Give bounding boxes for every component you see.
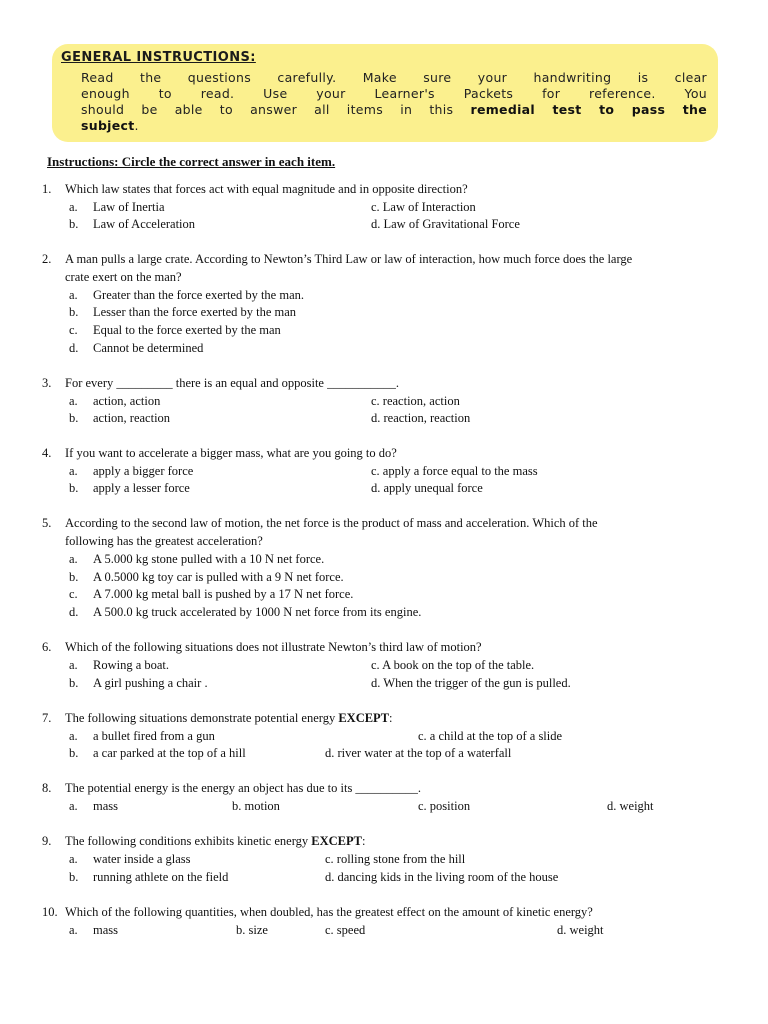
option-c: c. apply a force equal to the mass <box>371 464 538 478</box>
option-letter-b: b. <box>69 411 79 425</box>
option-a: a bullet fired from a gun <box>93 729 215 743</box>
question-text-continued: following has the greatest acceleration? <box>65 534 263 548</box>
remedial-test-emphasis: remedial test to pass the <box>470 102 707 117</box>
option-d: d. dancing kids in the living room of the house <box>325 870 559 884</box>
general-instructions-period: . <box>134 118 139 133</box>
option-letter-a: a. <box>69 464 78 478</box>
option-b: apply a lesser force <box>93 481 190 495</box>
option-c: c. position <box>418 799 471 813</box>
option-d: d. river water at the top of a waterfall <box>325 746 512 760</box>
option-c: c. Law of Interaction <box>371 200 476 214</box>
option-letter-a: a. <box>69 394 78 408</box>
question-text: According to the second law of motion, the net force is the product of mass and acceleration. Which of the <box>65 516 598 530</box>
question-text <box>65 834 365 848</box>
question-number: 3. <box>42 376 52 390</box>
option-letter-a: a. <box>69 552 78 566</box>
question-text <box>65 711 393 725</box>
option-b: A girl pushing a chair . <box>93 676 208 690</box>
option-d: Cannot be determined <box>93 341 204 355</box>
question-number: 2. <box>42 252 52 266</box>
option-letter-a: a. <box>69 729 78 743</box>
option-a: mass <box>93 923 118 937</box>
option-letter-a: a. <box>69 200 78 214</box>
option-a: action, action <box>93 394 161 408</box>
question-number: 7. <box>42 711 52 725</box>
question-number: 1. <box>42 182 52 196</box>
option-letter-a: a. <box>69 799 78 813</box>
question-number: 6. <box>42 640 52 654</box>
option-letter-b: b. <box>69 217 79 231</box>
option-c: Equal to the force exerted by the man <box>93 323 281 337</box>
option-c: c. A book on the top of the table. <box>371 658 535 672</box>
except-emphasis: EXCEPT <box>338 711 390 725</box>
question-text: The potential energy is the energy an object has due to its __________. <box>65 781 422 795</box>
question-colon: : <box>361 834 366 848</box>
general-instructions-title: GENERAL INSTRUCTIONS: <box>61 50 256 65</box>
question-text: Which law states that forces act with equal magnitude and in opposite direction? <box>65 182 468 196</box>
option-d: d. weight <box>557 923 604 937</box>
question-number: 10. <box>42 905 58 919</box>
option-a: A 5.000 kg stone pulled with a 10 N net force. <box>93 552 325 566</box>
question-colon: : <box>389 711 393 725</box>
option-letter-a: a. <box>69 852 78 866</box>
option-letter-b: b. <box>69 746 79 760</box>
option-letter-d: d. <box>69 341 79 355</box>
general-instructions-line-4 <box>81 118 707 135</box>
option-letter-b: b. <box>69 305 79 319</box>
option-b: action, reaction <box>93 411 171 425</box>
option-c: c. a child at the top of a slide <box>418 729 563 743</box>
general-instructions-line-3-text: should be able to answer all items in this <box>81 102 454 117</box>
option-letter-b: b. <box>69 481 79 495</box>
question-number: 4. <box>42 446 52 460</box>
option-letter-a: a. <box>69 288 78 302</box>
question-text: If you want to accelerate a bigger mass, what are you going to do? <box>65 446 397 460</box>
option-c: A 7.000 kg metal ball is pushed by a 17 N net force. <box>93 587 354 601</box>
question-text-continued: crate exert on the man? <box>65 270 182 284</box>
option-letter-b: b. <box>69 570 79 584</box>
question-number: 9. <box>42 834 52 848</box>
option-d: A 500.0 kg truck accelerated by 1000 N net force from its engine. <box>93 605 422 619</box>
option-a: Rowing a boat. <box>93 658 170 672</box>
option-b: b. motion <box>232 799 280 813</box>
question-number: 8. <box>42 781 52 795</box>
option-letter-b: b. <box>69 676 79 690</box>
option-a: apply a bigger force <box>93 464 194 478</box>
general-instructions-line-1: Read the questions carefully. Make sure your handwriting is clear <box>81 70 707 85</box>
question-text-main: The following conditions exhibits kinetic energy <box>65 834 309 848</box>
option-d: d. weight <box>607 799 654 813</box>
instructions-heading: Instructions: Circle the correct answer in each item. <box>47 154 336 169</box>
option-d: d. apply unequal force <box>371 481 483 495</box>
option-a: Law of Inertia <box>93 200 165 214</box>
option-d: d. reaction, reaction <box>371 411 471 425</box>
option-b: Lesser than the force exerted by the man <box>93 305 297 319</box>
question-text: Which of the following quantities, when doubled, has the greatest effect on the amount of kinetic energy? <box>65 905 593 919</box>
option-b: a car parked at the top of a hill <box>93 746 246 760</box>
option-c: c. reaction, action <box>371 394 460 408</box>
question-number: 5. <box>42 516 52 530</box>
option-b: Law of Acceleration <box>93 217 196 231</box>
question-text: For every _________ there is an equal and opposite ___________. <box>65 376 399 390</box>
except-emphasis: EXCEPT <box>311 834 362 848</box>
option-letter-b: b. <box>69 870 79 884</box>
option-c: c. rolling stone from the hill <box>325 852 466 866</box>
general-instructions-line-3 <box>81 102 707 119</box>
subject-emphasis: subject <box>81 118 135 133</box>
option-letter-c: c. <box>69 323 78 337</box>
option-a: Greater than the force exerted by the man. <box>93 288 305 302</box>
option-d: d. When the trigger of the gun is pulled. <box>371 676 571 690</box>
option-a: mass <box>93 799 118 813</box>
option-letter-c: c. <box>69 587 78 601</box>
option-letter-a: a. <box>69 658 78 672</box>
option-letter-a: a. <box>69 923 78 937</box>
question-text: A man pulls a large crate. According to Newton’s Third Law or law of interaction, how much force does the large <box>65 252 633 266</box>
option-a: water inside a glass <box>93 852 191 866</box>
question-text-main: The following situations demonstrate potential energy <box>65 711 336 725</box>
option-c: c. speed <box>325 923 366 937</box>
question-text: Which of the following situations does not illustrate Newton’s third law of motion? <box>65 640 482 654</box>
general-instructions-line-2: enough to read. Use your Learner's Packets for reference. You <box>81 86 707 101</box>
option-b: running athlete on the field <box>93 870 229 884</box>
option-d: d. Law of Gravitational Force <box>371 217 520 231</box>
option-b: b. size <box>236 923 268 937</box>
option-b: A 0.5000 kg toy car is pulled with a 9 N net force. <box>93 570 344 584</box>
option-letter-d: d. <box>69 605 79 619</box>
